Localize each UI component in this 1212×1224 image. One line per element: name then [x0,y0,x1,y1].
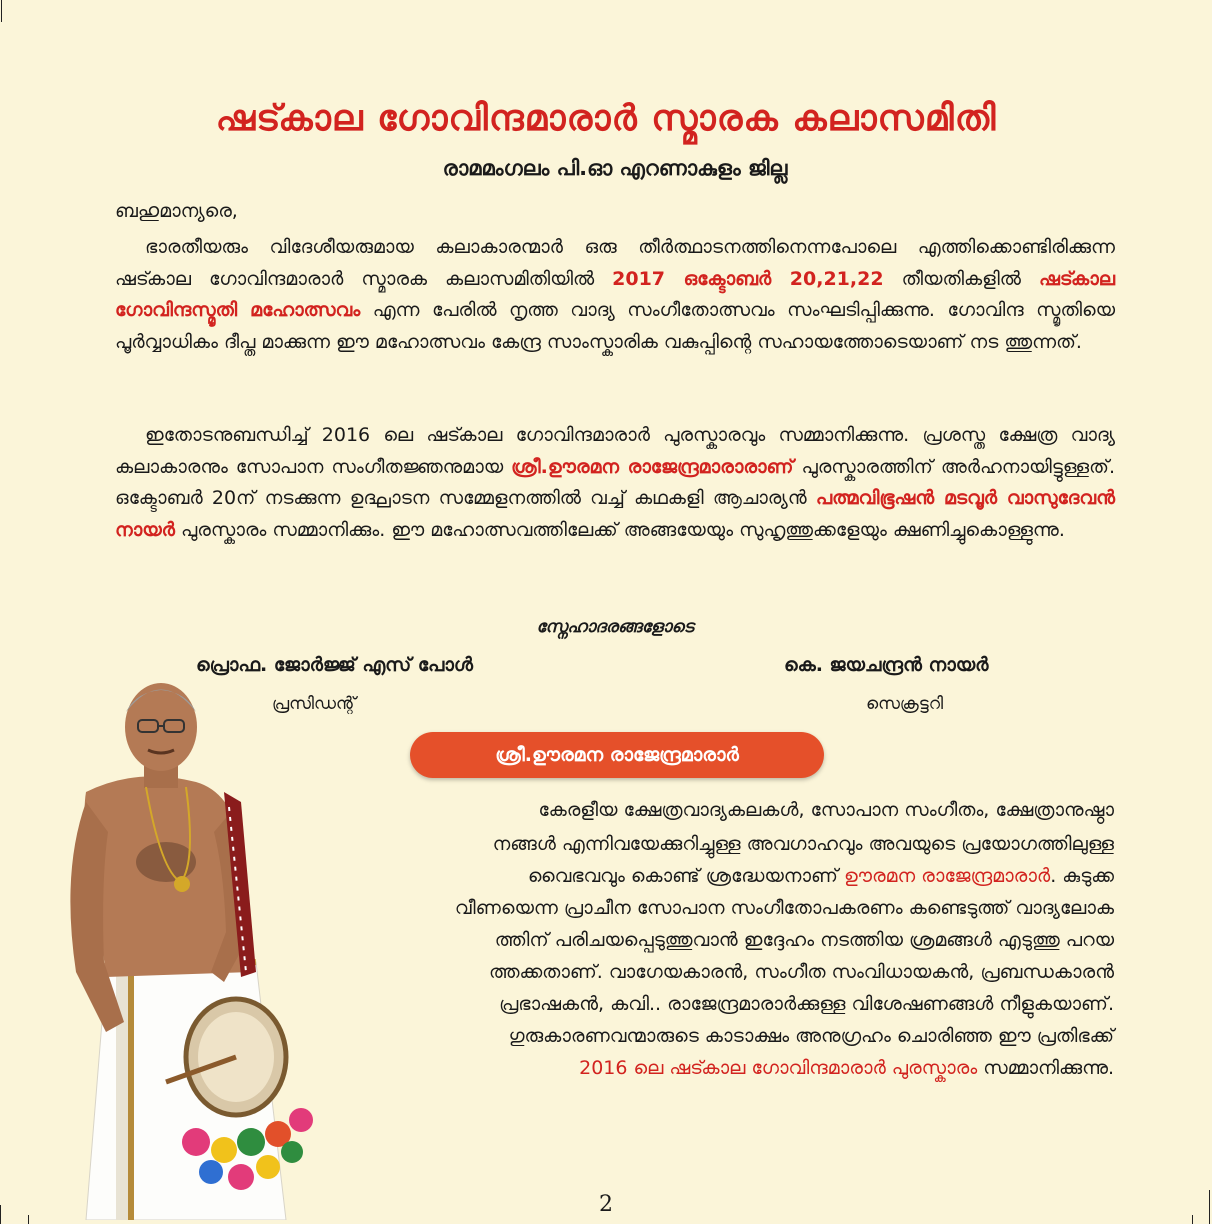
signatory-role-president: പ്രസിഡന്റ് [272,694,356,714]
organization-title: ഷട്കാല ഗോവിന്ദമാരാർ സ്മാരക കലാസമിതി [215,98,997,139]
letter-paragraph-1 [115,232,1115,358]
bio-highlight: 2016 ലെ ഷട്കാല ഗോവിന്ദമാരാർ പുരസ്കാരം [579,1057,978,1079]
portrait-image [46,672,346,1220]
bio-line: കേരളീയ ക്ഷേത്രവാദ്യകലകൾ, സോപാന സംഗീതം, ക്ഷേത്രാനുഷ്ഠാ [538,799,1114,821]
paragraph-text: ഭാരതീയരും വിദേശീയരുമായ കലാകാരന്മാർ ഒരു തീർത്ഥാടനത്തിനെന്നപോലെ എത്തിക്കൊണ്ടിരിക്കുന്ന ഷട്കാല ഗോവിന്ദമാരാർ സ്മാരക കലാസമിതിയിൽ [115,236,1115,290]
closing-phrase: സ്നേഹാദരങ്ങളോടെ [536,617,694,637]
paragraph-text: എന്ന പേരിൽ നൃത്ത വാദ്യ സംഗീതോത്സവം സംഘടിപ്പിക്കുന്നു. ഗോവിന്ദ സ്മൃതിയെ പൂർവ്വാധികം ദീപ്ത മാക്കുന്ന ഈ മഹോത്സവം കേന്ദ്ര സാംസ്കാരിക വകുപ്പിന്റെ സഹായത്തോടെയാണ് നട ത്തുന്നത്. [115,299,1115,353]
signatory-name-president: പ്രൊഫ. ജോർജ്ജ് എസ് പോൾ [196,654,473,676]
bio-text: വൈഭവവും കൊണ്ട് ശ്രദ്ധേയനാണ് [527,865,844,887]
crop-mark [1192,1215,1193,1224]
bio-line: ഗുരുകാരണവന്മാരുടെ കാടാക്ഷം അനുഗ്രഹം ചൊരിഞ്ഞ ഈ പ്രതിഭക്ക് [508,1025,1114,1047]
festival-name: ഷട്കാല ഗോവിന്ദസ്മൃതി മഹോത്സവം [115,267,1115,321]
crop-mark [1,0,2,22]
page-number: 2 [599,1192,613,1217]
event-dates: 2017 ഒക്ടോബർ 20,21,22 [612,267,884,290]
paragraph-text: പുരസ്കാരം സമ്മാനിക്കും. ഈ മഹോത്സവത്തിലേക്ക് അങ്ങയേയും സുഹൃത്തുക്കളേയും ക്ഷണിച്ചുകൊള്ളുന്നു. [174,518,1065,541]
bio-line [579,1053,1114,1083]
bio-text: . കുടുക്ക [1050,865,1114,887]
salutation: ബഹുമാന്യരെ, [115,200,238,222]
crop-mark [1209,1190,1210,1224]
letter-paragraph-2 [115,420,1115,546]
paragraph-text: ഇതോടനുബന്ധിച്ച് 2016 ലെ ഷട്കാല ഗോവിന്ദമാരാർ പുരസ്കാരവും സമ്മാനിക്കുന്നു. പ്രശസ്ത ക്ഷേത്ര വാദ്യ കലാകാരനും സോപാന സംഗീതജ്ഞനുമായ [115,424,1115,478]
bio-line: ത്തക്കതാണ്. വാഗേയകാരൻ, സംഗീത സംവിധായകൻ, പ്രബന്ധകാരൻ [488,961,1114,983]
profile-banner: ശ്രീ.ഊരമന രാജേന്ദ്രമാരാർ [410,732,824,778]
bio-highlight: ഊരമന രാജേന്ദ്രമാരാർ [843,865,1051,887]
organization-address: രാമമംഗലം പി.ഓ എറണാകുളം ജില്ല [442,156,788,180]
bio-line [528,861,1114,891]
paragraph-text: തീയതികളിൽ [883,267,1039,290]
signatory-role-secretary: സെക്രട്ടറി [866,694,944,714]
paragraph-text: പുരസ്കാരത്തിന് അർഹനായിട്ടുള്ളത്. ഒക്ടോബർ 20ന് നടക്കുന്ന ഉദ്ഘാടന സമ്മേളനത്തിൽ വച്ച് കഥകളി ആചാര്യൻ [115,455,1115,509]
bio-line: വീണയെന്ന പ്രാചീന സോപാന സംഗീതോപകരണം കണ്ടെടുത്ത് വാദ്യലോക [454,897,1114,919]
crop-mark [28,1215,29,1224]
chief-guest-name: പത്മവിഭൂഷൻ മടവൂർ വാസുദേവൻ നായർ [115,487,1115,541]
bio-line: ത്തിന് പരിചയപ്പെടുത്തുവാൻ ഇദ്ദേഹം നടത്തിയ ശ്രമങ്ങൾ എടുത്തു പറയ [494,929,1114,951]
awardee-name: ശ്രീ.ഊരമന രാജേന്ദ്രമാരാരാണ് [511,455,794,478]
signatory-name-secretary: കെ. ജയചന്ദ്രൻ നായർ [784,654,989,676]
bio-text: സമ്മാനിക്കുന്നു. [977,1057,1114,1079]
bio-line: നങ്ങൾ എന്നിവയേക്കുറിച്ചുള്ള അവഗാഹവും അവയുടെ പ്രയോഗത്തിലുള്ള [492,833,1114,855]
crop-mark [0,1205,1,1224]
bio-line: പ്രഭാഷകൻ, കവി.. രാജേന്ദ്രമാരാർക്കുള്ള വിശേഷണങ്ങൾ നീളുകയാണ്. [499,993,1114,1015]
